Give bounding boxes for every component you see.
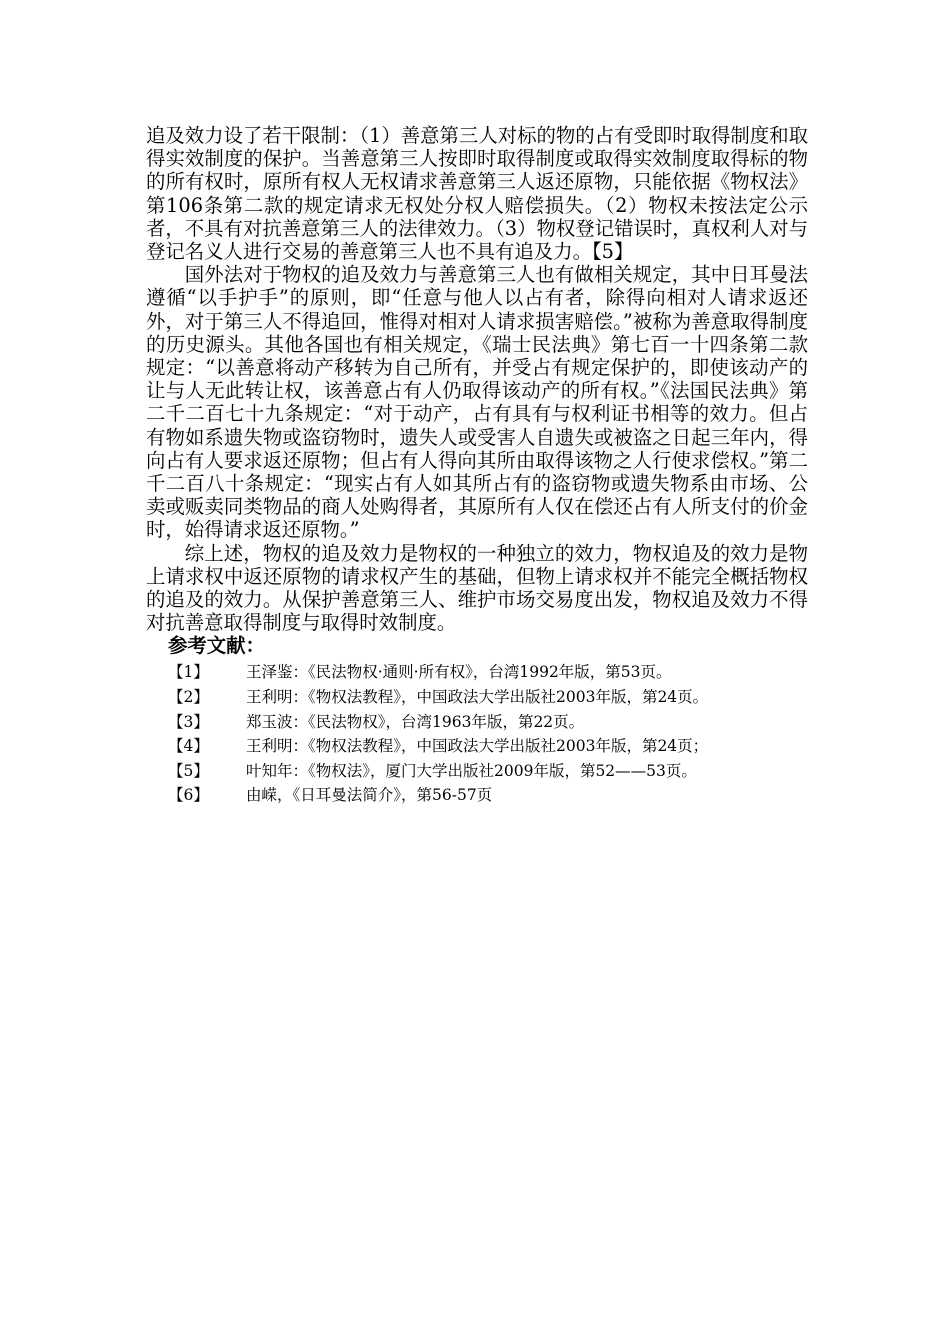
reference-item — [146, 660, 808, 685]
reference-item — [146, 783, 808, 808]
references-heading: 参考文献： — [168, 634, 265, 658]
reference-number: 【1】 — [168, 663, 209, 682]
reference-text: 王泽鉴：《民法物权·通则·所有权》，台湾1992年版，第53页。 — [246, 663, 672, 682]
reference-number: 【3】 — [168, 712, 209, 731]
reference-number: 【6】 — [168, 786, 209, 805]
reference-item — [146, 734, 808, 759]
body-paragraph-2: 国外法对于物权的追及效力与善意第三人也有做相关规定，其中日耳曼法遵循“以手护手”的原则，即“任意与他人以占有者，除得向相对人请求返还外，对于第三人不得追回，惟得对相对人请求损害赔偿。”被称为善意取得制度的历史源头。其他各国也有相关规定，《瑞士民法典》第七百一十四条第二款规定：“以善意将动产移转为自己所有，并受占有规定保护的，即使该动产的让与人无此转让权，该善意占有人仍取得该动产的所有权。”《法国民法典》第二千二百七十九条规定：“对于动产，占有具有与权利证书相等的效力。但占有物如系遗失物或盗窃物时，遗失人或受害人自遗失或被盗之日起三年内，得向占有人要求返还原物；但占有人得向其所由取得该物之人行使求偿权。”第二千二百八十条规定：“现实占有人如其所占有的盗窃物或遗失物系由市场、公卖或贩卖同类物品的商人处购得者，其原所有人仅在偿还占有人所支付的价金时，始得请求返还原物。” — [146, 263, 808, 542]
reference-item — [146, 710, 808, 735]
body-paragraph-3: 综上述，物权的追及效力是物权的一种独立的效力，物权追及的效力是物上请求权中返还原物的请求权产生的基础，但物上请求权并不能完全概括物权的追及的效力。从保护善意第三人、维护市场交易度出发，物权追及效力不得对抗善意取得制度与取得时效制度。 — [146, 541, 808, 635]
body-paragraph-1: 追及效力设了若干限制：（1）善意第三人对标的物的占有受即时取得制度和取得实效制度的保护。当善意第三人按即时取得制度或取得实效制度取得标的物的所有权时，原所有权人无权请求善意第三人返还原物，只能依据《物权法》第106条第二款的规定请求无权处分权人赔偿损失。（2）物权未按法定公示者，不具有对抗善意第三人的法律效力。（3）物权登记错误时，真权利人对与登记名义人进行交易的善意第三人也不具有追及力。【5】 — [146, 124, 808, 264]
reference-text: 叶知年：《物权法》，厦门大学出版社2009年版，第52——53页。 — [246, 761, 697, 780]
reference-text: 王利明：《物权法教程》，中国政法大学出版社2003年版，第24页； — [246, 737, 709, 756]
reference-number: 【2】 — [168, 688, 209, 707]
reference-item — [146, 685, 808, 710]
reference-text: 由嵘，《日耳曼法简介》，第56-57页 — [246, 786, 493, 805]
reference-item — [146, 759, 808, 784]
document-page — [146, 124, 808, 808]
reference-text: 郑玉波：《民法物权》，台湾1963年版，第22页。 — [246, 712, 585, 731]
reference-text: 王利明：《物权法教程》，中国政法大学出版社2003年版，第24页。 — [246, 688, 709, 707]
reference-number: 【5】 — [168, 761, 209, 780]
reference-number: 【4】 — [168, 737, 209, 756]
references-list — [146, 660, 808, 808]
